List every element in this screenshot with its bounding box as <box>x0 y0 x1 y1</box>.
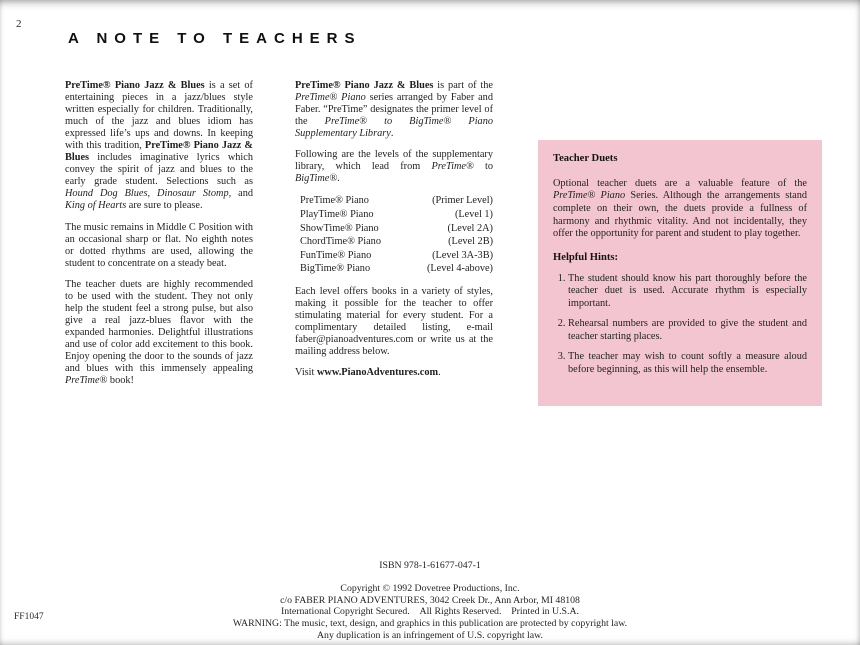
level-row <box>300 222 493 236</box>
levels-list <box>300 194 493 275</box>
level-row <box>300 235 493 249</box>
level-grade: (Level 2A) <box>447 222 493 234</box>
imprint-footer <box>0 560 860 642</box>
level-name: BigTime® Piano <box>300 263 371 275</box>
copyright-line: WARNING: The music, text, design, and graphics in this publication are protected by copyright law. <box>232 618 628 629</box>
intro-column <box>65 80 253 396</box>
level-grade: (Level 3A-3B) <box>432 249 493 261</box>
paragraph-middle-c-position: The music remains in Middle C Position with an occasional sharp or flat. No eighth notes or dotted rhythms are used, allowing the student to concentrate on a steady beat. <box>65 221 253 269</box>
copyright-line: International Copyright Secured. All Rights Reserved. Printed in U.S.A. <box>281 606 579 618</box>
teacher-duets-intro: Optional teacher duets are a valuable feature of the PreTime® Piano Series. Although the arrangements stand complete on their own, the duets provide a fullness of harmony and rhythmic vitality. And not incidentally, they offer the opportunity for parent and student to play together. <box>553 177 807 240</box>
level-row <box>300 262 493 276</box>
isbn-line: ISBN 978-1-61677-047-1 <box>379 560 481 571</box>
hints-list <box>553 273 807 377</box>
level-row <box>300 249 493 263</box>
paragraph-each-level: Each level offers books in a variety of styles, making it possible for the teacher to offer stimulating material for every student. For a complimentary detailed listing, e-mail faber@pianoadventures.com or write us at the mailing address below. <box>295 285 493 358</box>
paragraph-levels-intro: Following are the levels of the supplementary library, which lead from PreTime® to BigTime®. <box>295 149 493 185</box>
level-grade: (Level 2B) <box>448 236 493 248</box>
page-title: A NOTE TO TEACHERS <box>68 30 362 47</box>
level-grade: (Level 4-above) <box>426 263 493 275</box>
hint-item: 3. The teacher may wish to count softly a measure aloud before beginning, as this will help the ensemble. <box>568 351 807 376</box>
paragraph-series-description: PreTime® Piano Jazz & Blues is a set of entertaining pieces in a jazz/blues style written especially for children. Traditionally, much of the jazz and blues idiom has expressed life’s ups and downs. In keeping with this tradition, PreTime® Piano Jazz & Blues includes imaginative lyrics which convey the spirit of jazz and blues to the early grade student. Selections such as Hound Dog Blues, Dinosaur Stomp, and King of Hearts are sure to please. <box>65 80 253 212</box>
hint-item: 2. Rehearsal numbers are provided to give the student and teacher starting places. <box>568 318 807 343</box>
plate-number: FF1047 <box>14 612 44 622</box>
paragraph-duets-recommendation: The teacher duets are highly recommended to be used with the student. They not only help the student feel a strong pulse, but also give a real jazz-blues flavor with the expanded harmonies. Delightful illustrations and use of color add excitement to this book. Enjoy opening the door to the sounds of jazz and blues with this immensely appealing PreTime® book! <box>65 278 253 387</box>
level-name: ShowTime® Piano <box>300 222 379 234</box>
level-row <box>300 208 493 222</box>
page-number: 2 <box>16 18 22 30</box>
level-grade: (Primer Level) <box>432 195 493 207</box>
level-name: PreTime® Piano <box>300 195 369 207</box>
level-row <box>300 194 493 208</box>
helpful-hints-heading: Helpful Hints: <box>553 251 619 263</box>
paragraph-series-intro: PreTime® Piano Jazz & Blues is part of the PreTime® Piano series arranged by Faber and Faber. “PreTime” designates the primer level of the PreTime® to BigTime® Piano Supplementary Library. <box>295 80 494 140</box>
paragraph-visit-website: Visit www.PianoAdventures.com. <box>295 367 441 379</box>
teacher-duets-heading: Teacher Duets <box>553 153 618 164</box>
level-grade: (Level 1) <box>454 208 493 220</box>
copyright-line: Any duplication is an infringement of U.S. copyright law. <box>316 629 543 641</box>
level-name: FunTime® Piano <box>300 249 372 261</box>
copyright-line: Copyright © 1992 Dovetree Productions, Inc. <box>340 582 520 594</box>
copyright-line: c/o FABER PIANO ADVENTURES, 3042 Creek Dr., Ann Arbor, MI 48108 <box>280 594 580 606</box>
level-name: PlayTime® Piano <box>300 208 374 220</box>
hint-item: 1. The student should know his part thoroughly before the teacher duet is used. Accurate rhythm is especially important. <box>568 273 807 311</box>
series-levels-column <box>295 80 493 388</box>
teacher-duets-box <box>538 140 822 406</box>
copyright-lines <box>0 583 860 642</box>
level-name: ChordTime® Piano <box>300 236 381 248</box>
